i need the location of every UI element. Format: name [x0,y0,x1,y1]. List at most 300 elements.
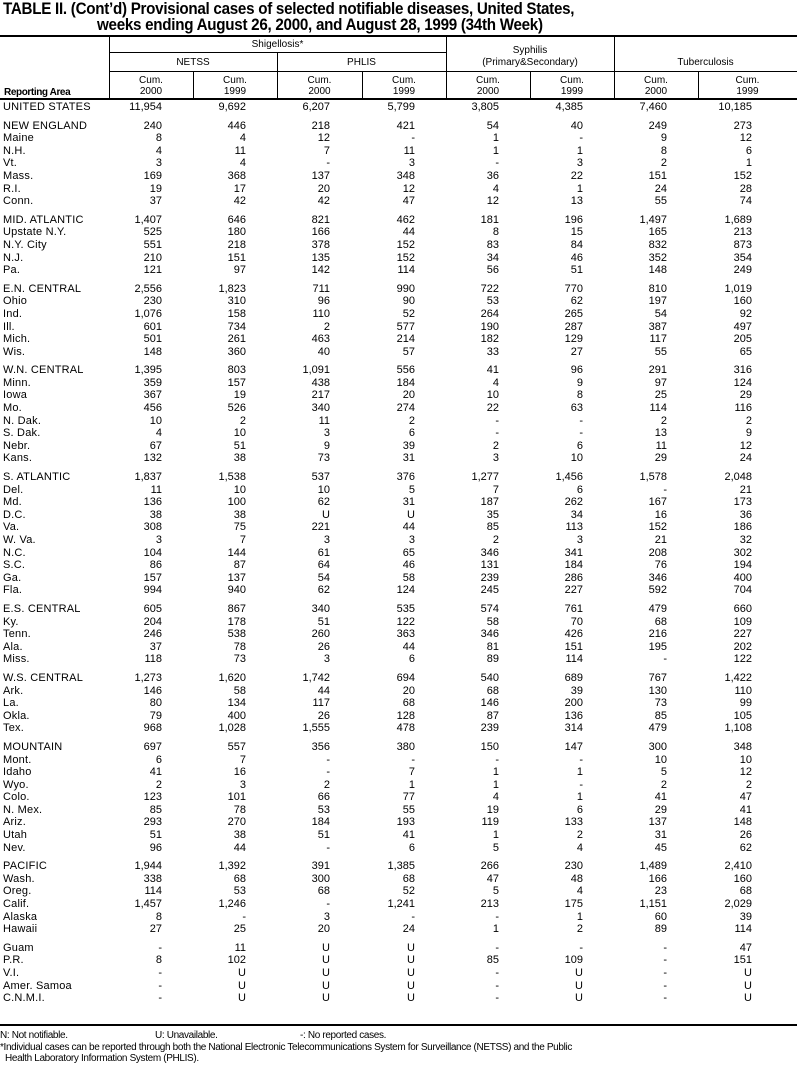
table-row [0,364,797,377]
table-cell-value: 137 [227,571,246,584]
table-cell-value: - [663,967,667,979]
table-cell-value: 73 [233,653,246,666]
table-cell-value: 990 [396,282,415,295]
table-cell-value: 10 [739,753,752,766]
reporting-area-name: W.N. CENTRAL [3,364,84,377]
reporting-area-name: Mo. [3,402,22,415]
table-cell-value: 19 [149,182,162,195]
table-cell-value: 196 [564,213,583,226]
table-cell-value: 54 [486,119,499,132]
table-cell-value: 293 [143,816,162,829]
table-cell-value: 19 [486,803,499,816]
table-cell-value: - [663,941,667,954]
table-cell-value: 2 [576,923,583,936]
table-cell-value: 61 [317,546,330,559]
header-top-rule [0,35,797,37]
table-row [0,534,797,547]
table-row [0,980,797,993]
table-cell-value: 38 [233,508,246,521]
table-cell-value: 122 [396,615,415,628]
table-cell-value: - [579,941,583,954]
table-cell-value: 359 [143,376,162,389]
table-row [0,791,797,804]
table-cell-value: 19 [233,389,246,402]
table-cell-value: 133 [564,816,583,829]
table-cell-value: 10 [317,483,330,496]
table-cell-value: 1,742 [302,671,330,684]
table-cell-value: 10,185 [718,101,752,113]
reporting-area-name: Conn. [3,195,34,208]
table-row [0,415,797,428]
table-cell-value: 1,823 [218,282,246,295]
table-cell-value: 26 [317,640,330,653]
table-cell-value: 2,556 [134,282,162,295]
table-cell-value: 722 [480,282,499,295]
table-row [0,132,797,145]
table-cell-value: 114 [397,264,415,277]
reporting-area-name: Vt. [3,157,18,170]
table-cell-value: 249 [648,119,667,132]
table-cell-value: U [238,967,246,979]
table-row [0,170,797,183]
table-cell-value: 89 [486,653,499,666]
table-cell-value: 216 [648,628,667,641]
table-cell-value: 102 [227,954,246,967]
table-cell-value: 51 [233,439,246,452]
reporting-area-name: NEW ENGLAND [3,119,88,132]
table-cell-value: 525 [143,226,162,239]
table-cell-value: 76 [654,559,667,572]
reporting-area-name: N. Mex. [3,803,43,816]
table-cell-value: 273 [733,119,752,132]
reporting-area-name: E.N. CENTRAL [3,282,82,295]
table-body [0,101,797,1005]
table-cell-value: 74 [739,195,752,208]
table-cell-value: 210 [143,251,162,264]
table-cell-value: 537 [311,471,330,484]
table-cell-value: 90 [402,295,415,308]
table-cell-value: 68 [402,872,415,885]
table-cell-value: - [326,753,330,766]
reporting-area-name: Mass. [3,169,34,182]
table-cell-value: 270 [227,816,246,829]
table-cell-value: 356 [311,740,330,753]
table-cell-value: 181 [480,213,499,226]
table-cell-value: 239 [480,571,499,584]
table-cell-value: U [407,979,415,992]
table-cell-value: 7 [239,753,246,766]
table-row [0,145,797,158]
table-row [0,992,797,1005]
table-cell-value: 6,207 [302,101,330,113]
table-cell-value: 300 [311,872,330,885]
table-cell-value: 200 [564,697,583,710]
reporting-area-name: N.C. [3,546,26,559]
reporting-area-name: C.N.M.I. [3,992,45,1005]
table-cell-value: 182 [480,333,499,346]
table-cell-value: 96 [149,841,162,854]
table-cell-value: 6 [408,427,415,440]
table-cell-value: 380 [396,740,415,753]
table-cell-value: 577 [396,320,415,333]
column-header-label: Cum. [560,75,584,86]
table-row [0,829,797,842]
table-cell-value: 6 [576,483,583,496]
table-cell-value: 38 [233,829,246,842]
table-row [0,584,797,597]
table-cell-value: 63 [570,402,583,415]
table-cell-value: U [407,941,415,954]
table-cell-value: 165 [648,226,667,239]
header-netss: NETSS [176,57,210,68]
table-cell-value: - [663,483,667,496]
table-cell-value: 426 [564,628,583,641]
table-cell-value: 150 [480,740,499,753]
table-cell-value: 694 [396,671,415,684]
reporting-area-name: N.H. [3,144,26,157]
table-cell-value: 54 [654,307,667,320]
table-cell-value: 497 [733,320,752,333]
table-cell-value: 940 [227,584,246,597]
table-row [0,873,797,886]
column-header-year: 1999 [392,86,416,97]
table-cell-value: 38 [149,508,162,521]
table-cell-value: 152 [648,521,667,534]
table-cell-value: 166 [311,226,330,239]
table-cell-value: 124 [733,376,752,389]
table-cell-value: 97 [654,376,667,389]
table-cell-value: 340 [311,402,330,415]
table-cell-value: 124 [396,584,415,597]
column-header-year: 2000 [308,86,331,97]
table-cell-value: 213 [480,898,499,911]
reporting-area-name: R.I. [3,182,21,195]
table-cell-value: 131 [480,559,499,572]
table-cell-value: 128 [396,709,415,722]
table-row [0,346,797,359]
table-cell-value: 5 [660,766,667,779]
table-cell-value: 1,407 [134,213,162,226]
table-cell-value: 53 [233,885,246,898]
table-row [0,509,797,522]
reporting-area-name: W.S. CENTRAL [3,671,84,684]
table-cell-value: 114 [144,885,162,898]
table-cell-value: 134 [227,697,246,710]
table-cell-value: 240 [143,119,162,132]
table-cell-value: 4 [492,376,499,389]
table-cell-value: 17 [233,182,246,195]
table-cell-value: 114 [649,402,667,415]
table-row [0,911,797,924]
table-row [0,766,797,779]
table-cell-value: 1 [576,910,583,923]
table-cell-value: - [158,941,162,954]
table-cell-value: - [242,910,246,923]
table-cell-value: 109 [733,615,752,628]
table-cell-value: 204 [143,615,162,628]
table-cell-value: 33 [486,345,499,358]
table-cell-value: 605 [143,602,162,615]
table-bottom-rule [0,1024,797,1026]
table-cell-value: 41 [486,364,499,377]
table-cell-value: 114 [565,653,583,666]
table-cell-value: 3 [155,157,162,170]
table-cell-value: 556 [396,364,415,377]
reporting-area-name: D.C. [3,508,26,521]
table-cell-value: 4 [155,427,162,440]
table-cell-value: 160 [733,295,752,308]
table-cell-value: 1 [576,144,583,157]
table-cell-value: 151 [648,169,667,182]
table-cell-value: 44 [402,226,415,239]
table-cell-value: 734 [227,320,246,333]
table-cell-value: 6 [408,841,415,854]
legend-no-cases: -: No reported cases. [300,1030,387,1041]
reporting-area-name: Idaho [3,766,32,779]
table-cell-value: 4 [239,132,246,145]
table-cell-value: 40 [317,345,330,358]
table-cell-value: 53 [486,295,499,308]
table-cell-value: - [326,157,330,170]
table-cell-value: 12 [486,195,499,208]
table-cell-value: 310 [227,295,246,308]
table-cell-value: 8 [155,954,162,967]
reporting-area-name: Upstate N.Y. [3,226,67,239]
table-cell-value: 97 [233,264,246,277]
column-header-year: 1999 [736,86,759,97]
table-row [0,239,797,252]
table-cell-value: 266 [480,860,499,873]
table-cell-value: 378 [311,238,330,251]
table-cell-value: - [495,992,499,1005]
reporting-area-name: Mich. [3,333,31,346]
table-cell-value: 24 [402,923,415,936]
table-cell-value: 31 [402,496,415,509]
table-cell-value: 260 [311,628,330,641]
table-cell-value: 1,620 [218,671,246,684]
table-cell-value: 438 [311,376,330,389]
header-syphilis-sub: (Primary&Secondary) [482,57,578,68]
table-cell-value: 58 [486,615,499,628]
table-cell-value: 7 [492,483,499,496]
table-cell-value: 62 [317,496,330,509]
table-cell-value: 1,457 [134,898,162,911]
reporting-area-name: Pa. [3,264,21,277]
table-cell-value: 1,944 [134,860,162,873]
reporting-area-name: Okla. [3,709,30,722]
table-cell-value: 169 [143,169,162,182]
table-cell-value: 78 [233,640,246,653]
table-cell-value: 1,246 [218,898,246,911]
reporting-area-name: Wyo. [3,778,29,791]
table-cell-value: 3 [323,653,330,666]
table-cell-value: 81 [486,640,499,653]
table-cell-value: U [322,941,330,954]
table-row [0,741,797,754]
table-cell-value: 89 [654,923,667,936]
table-cell-value: 51 [570,264,583,277]
table-cell-value: 230 [564,860,583,873]
table-row [0,653,797,666]
reporting-area-name: V.I. [3,967,20,979]
column-header-year: 2000 [139,86,163,97]
table-cell-value: 770 [564,282,583,295]
table-cell-value: 8 [155,910,162,923]
table-cell-value: 184 [564,559,583,572]
table-cell-value: 100 [227,496,246,509]
table-row [0,377,797,390]
table-cell-value: 152 [396,251,415,264]
reporting-area-name: E.S. CENTRAL [3,602,81,615]
table-cell-value: 4 [239,157,246,170]
table-cell-value: 86 [149,559,162,572]
table-row [0,389,797,402]
table-cell-value: U [322,508,330,521]
table-cell-value: 316 [733,364,752,377]
table-cell-value: 354 [733,251,752,264]
table-row [0,183,797,196]
table-cell-value: U [575,979,583,992]
table-cell-value: 456 [143,402,162,415]
table-cell-value: U [407,967,415,979]
table-cell-value: 11,954 [129,101,162,113]
table-cell-value: U [238,992,246,1005]
table-cell-value: 1,241 [387,898,415,911]
table-cell-value: - [579,414,583,427]
table-cell-value: 1,028 [218,722,246,735]
table-cell-value: 1,489 [639,860,667,873]
table-cell-value: 535 [396,602,415,615]
table-cell-value: 1,456 [555,471,583,484]
table-cell-value: 1,538 [218,471,246,484]
reporting-area-name: Guam [3,941,34,954]
table-cell-value: 291 [648,364,667,377]
table-cell-value: 376 [396,471,415,484]
table-cell-value: 11 [403,144,415,157]
table-row [0,842,797,855]
reporting-area-name: Ind. [3,307,23,320]
legend-unavailable: U: Unavailable. [155,1030,218,1041]
table-cell-value: - [495,414,499,427]
table-cell-value: 99 [739,697,752,710]
table-cell-value: 1,689 [724,213,752,226]
table-cell-value: 218 [227,238,246,251]
table-cell-value: 84 [570,238,583,251]
table-cell-value: 1,385 [387,860,415,873]
column-header-label: Cum. [392,75,416,86]
reporting-area-name: N.Y. City [3,238,47,251]
table-cell-value: 65 [402,546,415,559]
table-header [0,35,797,99]
table-cell-value: 4 [576,885,583,898]
table-cell-value: 29 [654,803,667,816]
table-cell-value: 16 [654,508,667,521]
table-cell-value: 821 [311,213,330,226]
table-cell-value: 5,799 [387,101,415,113]
table-cell-value: 53 [317,803,330,816]
reporting-area-name: Tenn. [3,628,31,641]
table-cell-value: U [407,954,415,967]
table-row [0,333,797,346]
reporting-area-name: Colo. [3,791,30,804]
table-cell-value: 1 [492,144,499,157]
table-cell-value: 592 [648,584,667,597]
table-cell-value: 65 [739,345,752,358]
table-cell-value: 29 [739,389,752,402]
table-row [0,641,797,654]
table-cell-value: 85 [149,803,162,816]
reporting-area-name: N. Dak. [3,414,42,427]
table-cell-value: 2,029 [724,898,752,911]
table-cell-value: 83 [486,238,499,251]
reporting-area-name: MID. ATLANTIC [3,213,84,226]
table-cell-value: 2 [323,320,330,333]
table-cell-value: 446 [227,119,246,132]
table-cell-value: 810 [648,282,667,295]
table-row [0,898,797,911]
table-cell-value: - [579,427,583,440]
table-cell-value: 832 [648,238,667,251]
table-cell-value: 6 [408,653,415,666]
table-row [0,697,797,710]
table-cell-value: 23 [654,885,667,898]
table-cell-value: 51 [149,829,162,842]
table-cell-value: 1 [492,132,499,145]
reporting-area-name: Ga. [3,571,22,584]
table-cell-value: 148 [143,345,162,358]
table-cell-value: 146 [480,697,499,710]
table-cell-value: - [326,841,330,854]
header-bottom-rule [0,98,797,100]
table-cell-value: 5 [408,483,415,496]
table-cell-value: 421 [396,119,415,132]
table-cell-value: 8 [660,144,667,157]
table-cell-value: 9 [660,132,667,145]
reporting-area-name: Ariz. [3,816,26,829]
table-cell-value: U [744,967,752,979]
reporting-area-name: S. ATLANTIC [3,471,71,484]
table-cell-value: 1 [576,791,583,804]
table-row [0,860,797,873]
table-cell-value: - [158,979,162,992]
table-cell-value: - [579,132,583,145]
table-row [0,967,797,980]
table-cell-value: 41 [739,803,752,816]
table-cell-value: 68 [486,684,499,697]
table-row [0,252,797,265]
table-cell-value: 478 [396,722,415,735]
table-cell-value: 249 [733,264,752,277]
footnote-shigellosis: *Individual cases can be reported through both the National Electronic Telecommunications System for Surveillance (NETSS) and the Public [0,1041,572,1053]
table-cell-value: 1 [492,778,499,791]
column-header-label: Cum. [223,75,247,86]
table-cell-value: 1,497 [639,213,667,226]
table-cell-value: 2 [239,414,246,427]
table-cell-value: 391 [311,860,330,873]
table-cell-value: 1,555 [302,722,330,735]
table-cell-value: 11 [150,483,162,496]
table-cell-value: 197 [648,295,667,308]
table-cell-value: 338 [143,872,162,885]
table-cell-value: 1,076 [134,307,162,320]
table-cell-value: 55 [654,195,667,208]
table-row [0,923,797,936]
table-cell-value: 47 [486,872,499,885]
table-cell-value: 109 [564,954,583,967]
table-cell-value: 157 [227,376,246,389]
table-row [0,264,797,277]
table-cell-value: U [322,954,330,967]
